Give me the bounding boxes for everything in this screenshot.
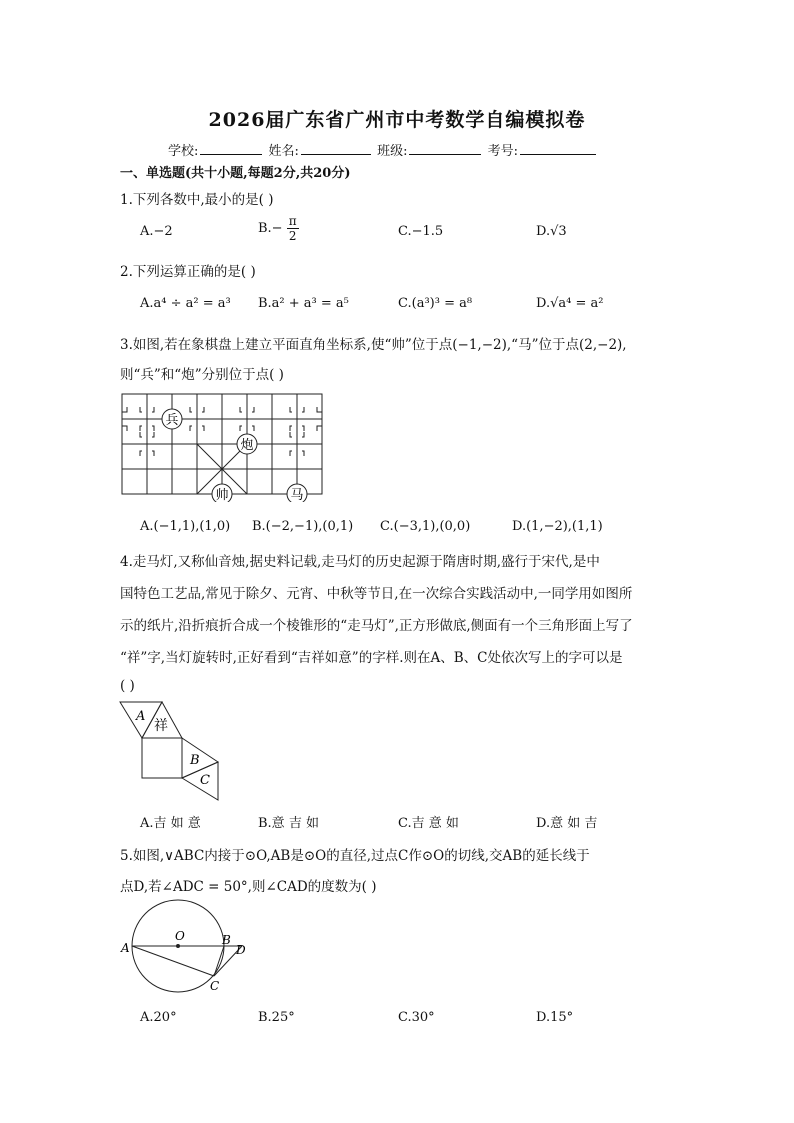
- q1-option-b: [258, 214, 299, 243]
- school-label: 学校:: [168, 144, 199, 159]
- q4-line1: 4.走马灯,又称仙音烛,据史料记载,走马灯的历史起源于隋唐时期,盛行于宋代,是中: [120, 554, 600, 570]
- q5-option-b: B.25°: [258, 1010, 295, 1025]
- segment-bc: [214, 946, 224, 976]
- piece-pao: [237, 434, 257, 454]
- page-title: 2026届广东省广州市中考数学自编模拟卷: [208, 109, 586, 131]
- q1-option-d: D.√3: [536, 224, 567, 239]
- q3-line2: 则“兵”和“炮”分别位于点( ): [120, 367, 284, 383]
- label-xiang: 祥: [154, 718, 168, 734]
- q1-option-c: C.−1.5: [398, 224, 444, 239]
- student-info-line: [168, 140, 598, 159]
- piece-shuai: [212, 484, 232, 502]
- segment-ac: [132, 946, 214, 976]
- net-square-base: [142, 738, 182, 778]
- label-b: B: [222, 933, 231, 947]
- label-b: B: [190, 753, 200, 768]
- q2-option-d: D.√a⁴ = a²: [536, 296, 604, 311]
- q5-line2: 点D,若∠ADC = 50°,则∠CAD的度数为( ): [120, 879, 377, 895]
- name-label: 姓名:: [268, 144, 299, 159]
- q3-option-a: A.(−1,1),(1,0): [140, 519, 231, 534]
- q3-line1: 3.如图,若在象棋盘上建立平面直角坐标系,使“帅”位于点(−1,−2),“马”位于点(2,−2),: [120, 337, 627, 353]
- q1-stem: 1.下列各数中,最小的是( ): [120, 192, 274, 208]
- net-triangle-b: [182, 738, 218, 778]
- name-blank: [301, 141, 371, 155]
- label-a: A: [121, 941, 130, 955]
- q1-fraction-den: 2: [288, 229, 297, 243]
- q1-fraction: [287, 214, 299, 243]
- q3-option-d: D.(1,−2),(1,1): [512, 519, 603, 534]
- q2-option-b: B.a² + a³ = a⁵: [258, 296, 349, 311]
- q5-option-d: D.15°: [536, 1010, 574, 1025]
- q2-option-c: C.(a³)³ = a⁸: [398, 296, 473, 311]
- q5-line1: 5.如图,∨ABC内接于⊙O,AB是⊙O的直径,过点C作⊙O的切线,交AB的延长线于: [120, 848, 590, 864]
- q4-line2: 国特色工艺品,常见于除夕、元宵、中秋等节日,在一次综合实践活动中,一同学用如图所: [120, 586, 633, 602]
- q1-option-b-prefix: B.−: [258, 221, 283, 236]
- school-blank: [200, 141, 262, 155]
- piece-ma-label: 马: [290, 488, 304, 502]
- label-o: O: [175, 929, 185, 943]
- piece-pao-label: 炮: [240, 438, 254, 453]
- q1-fraction-num: π: [288, 214, 297, 228]
- piece-bing: [162, 409, 182, 429]
- q3-option-c: C.(−3,1),(0,0): [380, 519, 471, 534]
- center-point: [176, 944, 180, 948]
- q1-option-a: A.−2: [140, 224, 173, 239]
- q5-option-c: C.30°: [398, 1010, 435, 1025]
- label-a: A: [136, 709, 146, 724]
- circle-tangent-figure: [118, 898, 258, 998]
- q2-stem: 2.下列运算正确的是( ): [120, 264, 256, 280]
- class-label: 班级:: [377, 144, 408, 159]
- q4-option-b: B.意 吉 如: [258, 816, 319, 831]
- label-d: D: [236, 943, 246, 957]
- q4-line3: 示的纸片,沿折痕折合成一个棱锥形的“走马灯”,正方形做底,侧面有一个三角形面上写了: [120, 618, 633, 634]
- label-c: C: [210, 979, 220, 993]
- exam-no-blank: [520, 141, 596, 155]
- piece-bing-label: 兵: [165, 413, 179, 428]
- q3-option-b: B.(−2,−1),(0,1): [252, 519, 354, 534]
- chessboard-figure: [118, 390, 328, 502]
- q5-option-a: A.20°: [140, 1010, 177, 1025]
- exam-no-label: 考号:: [487, 144, 518, 159]
- piece-shuai-label: 帅: [215, 488, 229, 502]
- label-c: C: [200, 773, 210, 788]
- section-heading: 一、单选题(共十小题,每题2分,共20分): [120, 166, 351, 181]
- q4-line5: ( ): [120, 678, 135, 694]
- piece-ma: [287, 484, 307, 502]
- q4-option-c: C.吉 意 如: [398, 816, 459, 831]
- lantern-net-figure: [118, 700, 228, 804]
- class-blank: [409, 141, 481, 155]
- q4-option-d: D.意 如 吉: [536, 816, 598, 831]
- q4-option-a: A.吉 如 意: [140, 816, 201, 831]
- q4-line4: “祥”字,当灯旋转时,正好看到“吉祥如意”的字样.则在A、B、C处依次写上的字可以是: [120, 650, 623, 666]
- q2-option-a: A.a⁴ ÷ a² = a³: [140, 296, 231, 311]
